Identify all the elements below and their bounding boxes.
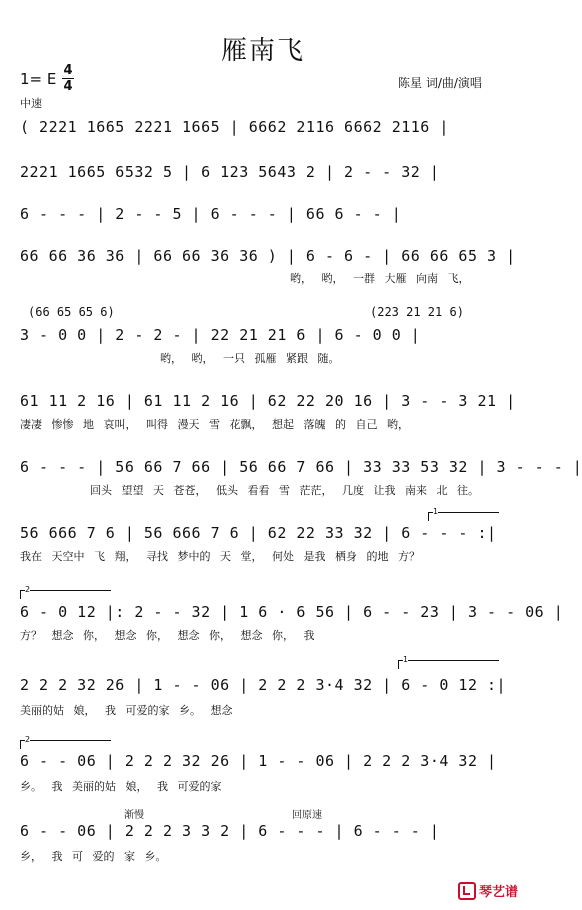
lyrics-row-5: 哟， 哟， 一只 孤雁 紧跟 随。: [160, 352, 340, 365]
logo-text: 琴艺谱: [478, 885, 518, 900]
time-bottom: 4: [63, 79, 73, 94]
lyrics-row-6: 凄凄 惨惨 地 哀叫， 叫得 漫天 雪 花飘， 想起 落魄 的 自己 哟，: [20, 418, 409, 431]
score-row-5: 3 - 0 0 | 2 - 2 - | 22 21 21 6 | 6 - 0 0 |: [20, 326, 421, 344]
site-logo: [458, 881, 518, 900]
score-row-4: 66 66 36 36 | 66 66 36 36 ) | 6 - 6 - | 66 66 65 3 |: [20, 247, 516, 265]
logo-icon: [458, 882, 476, 900]
author-credit: 陈星 词/曲/演唱: [398, 76, 482, 90]
score-row-10: 2 2 2 32 26 | 1 - - 06 | 2 2 2 3·4 32 | 6 - 0 12 :|: [20, 676, 507, 694]
volta-bracket-1: 1: [428, 512, 499, 521]
ritardando-mark: 渐慢: [124, 810, 144, 821]
score-row-9: 6 - 0 12 |: 2 - - 32 | 1 6 · 6 56 | 6 - - 23 | 3 - - 06 |: [20, 603, 564, 621]
time-signature: [62, 64, 74, 93]
lyrics-row-9: 方？ 想念 你， 想念 你， 想念 你， 想念 你， 我: [20, 629, 315, 642]
upper-line-right: (223 21 21 6): [370, 305, 464, 319]
score-row-3: 6 - - - | 2 - - 5 | 6 - - - | 66 6 - - |: [20, 205, 402, 223]
key-signature: 1= E: [20, 70, 57, 88]
lyrics-row-11: 乡。 我 美丽的姑 娘， 我 可爱的家: [20, 780, 222, 793]
lyrics-row-7: 回头 望望 天 苍苍， 低头 看看 雪 茫茫， 几度 让我 南来 北 往。: [90, 484, 479, 497]
lyrics-row-8: 我在 天空中 飞 翔， 寻找 梦中的 天 堂， 何处 是我 栖身 的地 方？: [20, 550, 420, 563]
score-row-1: ( 2221 1665 2221 1665 | 6662 2116 6662 2116 |: [20, 118, 449, 136]
lyrics-row-12: 乡， 我 可 爱的 家 乡。: [20, 850, 167, 863]
volta-bracket-2b: 2: [20, 740, 111, 749]
upper-line-left: (66 65 65 6): [28, 305, 115, 319]
volta-bracket-2: 2: [20, 590, 111, 599]
a-tempo-mark: 回原速: [292, 810, 322, 821]
score-row-2: 2221 1665 6532 5 | 6 123 5643 2 | 2 - - 32 |: [20, 163, 440, 181]
score-row-7: 6 - - - | 56 66 7 66 | 56 66 7 66 | 33 33 53 32 | 3 - - - |: [20, 458, 582, 476]
volta-bracket-1b: 1: [398, 660, 499, 669]
score-row-12: 6 - - 06 | 2 2 2 3 3 2 | 6 - - - | 6 - - - |: [20, 822, 440, 840]
score-row-8: 56 666 7 6 | 56 666 7 6 | 62 22 33 32 | 6 - - - :|: [20, 524, 497, 542]
song-title: 雁南飞: [220, 36, 305, 66]
lyrics-row-10: 美丽的姑 娘， 我 可爱的家 乡。 想念: [20, 704, 233, 717]
score-row-11: 6 - - 06 | 2 2 2 32 26 | 1 - - 06 | 2 2 2 3·4 32 |: [20, 752, 497, 770]
tempo-mark: 中速: [20, 97, 42, 110]
time-top: 4: [63, 63, 73, 78]
score-row-6: 61 11 2 16 | 61 11 2 16 | 62 22 20 16 | 3 - - 3 21 |: [20, 392, 516, 410]
lyrics-row-4: 哟， 哟， 一群 大雁 向南 飞，: [290, 272, 470, 285]
